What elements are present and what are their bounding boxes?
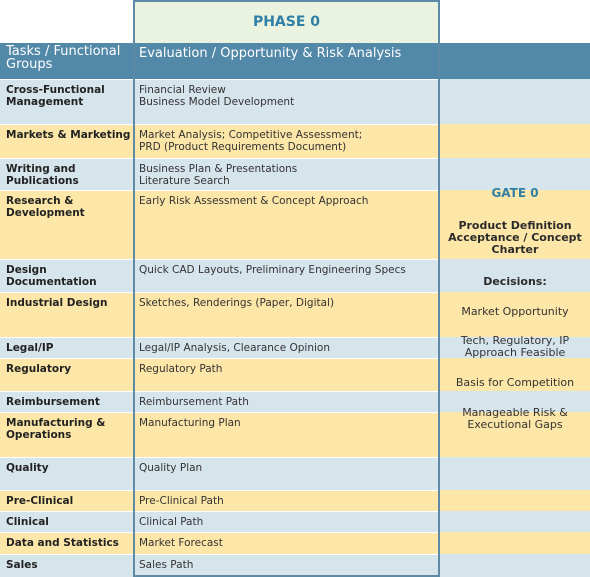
activity-cell: [135, 337, 438, 358]
activity-text: Quality Plan: [139, 462, 203, 474]
table-row: [0, 391, 440, 412]
table-row: [0, 554, 440, 577]
table-row: [0, 490, 440, 511]
decision-item: Market Opportunity: [461, 305, 569, 318]
activity-text: Manufacturing Plan: [139, 417, 241, 429]
decision-item: Tech, Regulatory, IP Approach Feasible: [460, 334, 570, 359]
activity-text: Market Analysis; Competitive Assessment;: [139, 129, 363, 141]
activity-text: Legal/IP Analysis, Clearance Opinion: [139, 342, 330, 354]
task-label: Legal/IP: [0, 337, 133, 358]
gate-band: [440, 457, 590, 490]
table-row: [0, 337, 440, 358]
activity-cell: [135, 412, 438, 457]
gate-band: [440, 490, 590, 511]
activity-text: Market Forecast: [139, 537, 223, 549]
activity-cell: [135, 358, 438, 391]
activity-cell: [135, 79, 438, 124]
task-label: Quality: [0, 457, 133, 490]
task-label: Markets & Marketing: [0, 124, 133, 158]
table-row: [0, 292, 440, 337]
table-row: [0, 358, 440, 391]
activity-cell: [135, 158, 438, 190]
task-label: Reimbursement: [0, 391, 133, 412]
activity-text: Literature Search: [139, 175, 230, 187]
activity-cell: [135, 190, 438, 259]
table-row: [0, 190, 440, 259]
table-row: [0, 158, 440, 190]
activity-cell: [135, 391, 438, 412]
table-row: [0, 457, 440, 490]
task-label: Industrial Design: [0, 292, 133, 337]
task-label: Pre-Clinical: [0, 490, 133, 511]
table-row: [0, 532, 440, 554]
activity-text: Business Plan & Presentations: [139, 163, 298, 175]
activity-cell: [135, 490, 438, 511]
table-row: [0, 412, 440, 457]
gate-band: [440, 511, 590, 532]
task-label: Research & Development: [0, 190, 133, 259]
table-row: [0, 259, 440, 292]
activity-text: Financial Review: [139, 84, 226, 96]
activity-text: Regulatory Path: [139, 363, 223, 375]
task-label: Sales: [0, 554, 133, 577]
table-row: [0, 79, 440, 124]
activity-cell: [135, 554, 438, 577]
activity-cell: [135, 457, 438, 490]
activity-text: PRD (Product Requirements Document): [139, 141, 347, 153]
gate-band: [440, 532, 590, 554]
table-row: [0, 511, 440, 532]
activity-text: Pre-Clinical Path: [139, 495, 224, 507]
task-label: Regulatory: [0, 358, 133, 391]
decisions-label: Decisions:: [483, 275, 547, 288]
activity-text: Early Risk Assessment & Concept Approach: [139, 195, 369, 207]
activity-text: Business Model Development: [139, 96, 295, 108]
column-divider: [133, 43, 135, 79]
task-label: Data and Statistics: [0, 532, 133, 554]
activity-text: Sales Path: [139, 559, 194, 571]
table-header: [0, 43, 590, 79]
gate-band: [440, 554, 590, 577]
task-label: Cross-Functional Management: [0, 79, 133, 124]
decision-item: Basis for Competition: [455, 376, 575, 389]
activity-text: Sketches, Renderings (Paper, Digital): [139, 297, 335, 309]
gate-subtitle: Product Definition Acceptance / Concept Charter: [448, 219, 582, 256]
table-row: [0, 124, 440, 158]
task-label: Clinical: [0, 511, 133, 532]
activity-cell: [135, 292, 438, 337]
phase-title: PHASE 0: [135, 2, 438, 43]
phase-column-header: Evaluation / Opportunity & Risk Analysis: [139, 46, 402, 61]
activity-cell: [135, 259, 438, 292]
activity-text: Reimbursement Path: [139, 396, 249, 408]
activity-cell: [135, 124, 438, 158]
gate-band: [440, 124, 590, 158]
task-label: Design Documentation: [0, 259, 133, 292]
activity-cell: [135, 532, 438, 554]
task-label: Manufacturing & Operations: [0, 412, 133, 457]
task-label: Writing and Publications: [0, 158, 133, 190]
gate-title: GATE 0: [491, 186, 539, 200]
tasks-column-header: Tasks / Functional Groups: [6, 44, 121, 72]
activity-text: Quick CAD Layouts, Preliminary Engineering Specs: [139, 264, 406, 276]
gate-band: [440, 79, 590, 124]
activity-cell: [135, 511, 438, 532]
activity-text: Clinical Path: [139, 516, 204, 528]
decision-item: Manageable Risk & Executional Gaps: [462, 406, 568, 431]
